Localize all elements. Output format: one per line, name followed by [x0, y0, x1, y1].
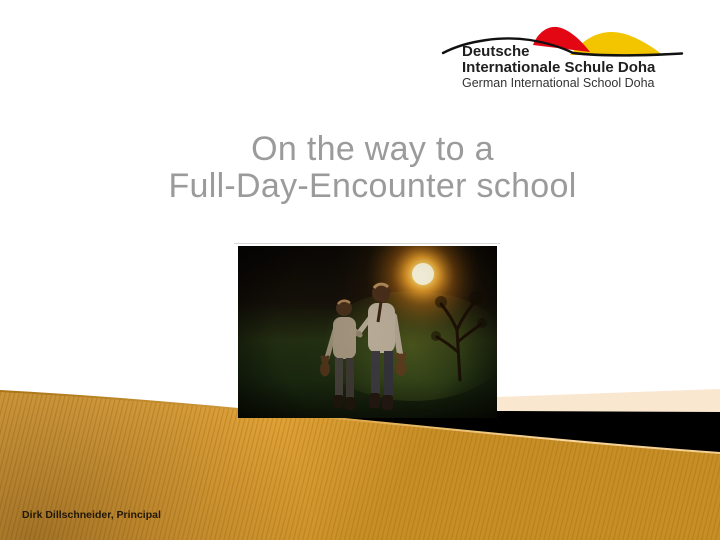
slide-title — [0, 131, 720, 205]
logo-text-block — [462, 44, 655, 90]
logo-name-line3: German International School Doha — [462, 76, 655, 90]
logo-name-line2: Internationale Schule Doha — [462, 58, 656, 76]
cream-wedge-shape — [496, 389, 720, 412]
author-credit: Dirk Dillschneider, Principal — [22, 509, 161, 521]
photo-top-hairline — [234, 243, 500, 244]
children-photo — [238, 246, 497, 418]
slide-title-line1: On the way to a — [251, 130, 494, 168]
slide-title-line2: Full-Day-Encounter school — [168, 167, 577, 205]
school-logo — [433, 15, 718, 107]
logo-name-line1: Deutsche — [462, 43, 530, 60]
children-photo-graphic — [238, 246, 497, 418]
